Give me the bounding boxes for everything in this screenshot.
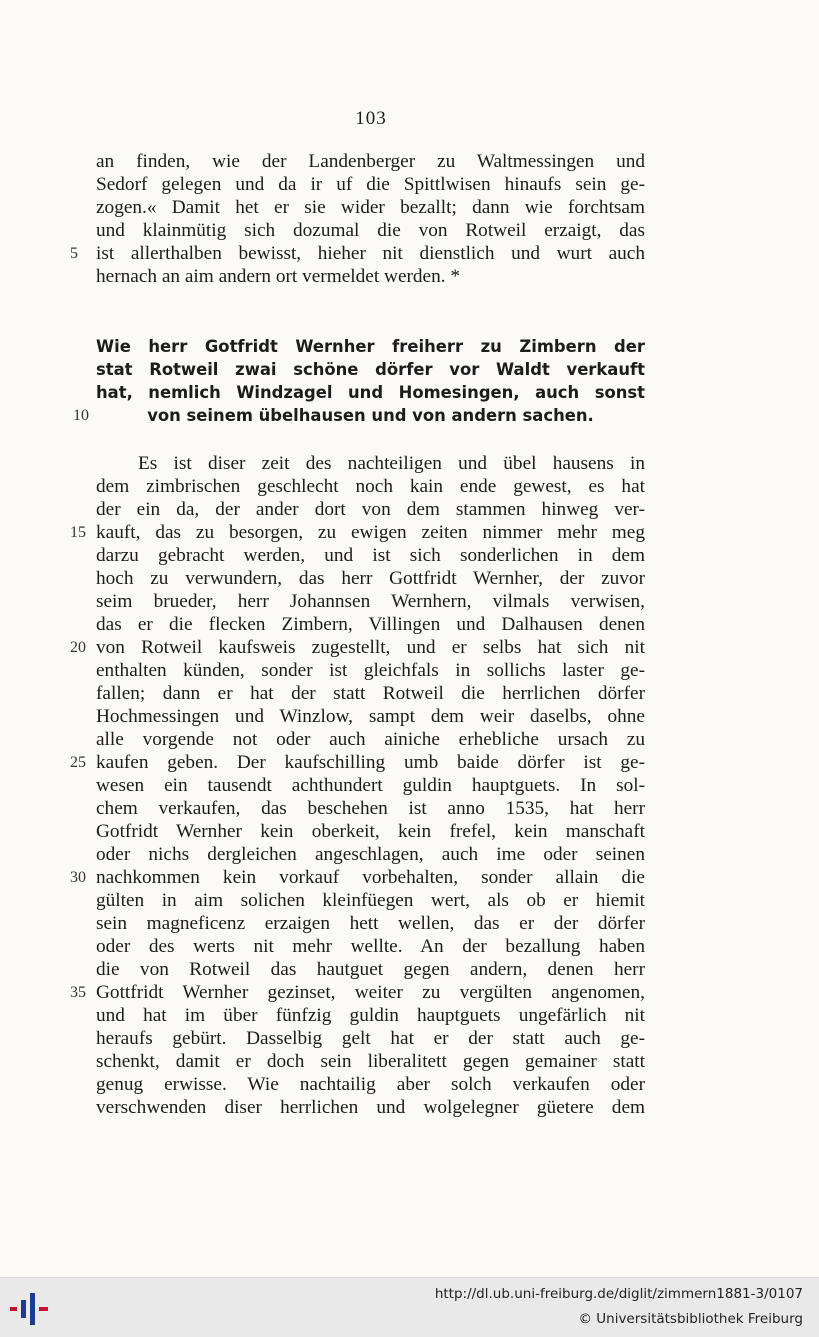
text-line: [96, 358, 645, 381]
text-line: [96, 1096, 645, 1119]
line-text: an finden, wie der Landenberger zu Waltmessingen und: [96, 151, 645, 172]
text-line: [96, 544, 645, 567]
text-line: [96, 335, 645, 358]
line-text: Gottfridt Wernher gezinset, weiter zu vergülten angenomen,: [96, 982, 645, 1003]
text-line: [70, 521, 645, 544]
chapter-heading: [73, 335, 645, 427]
text-line: [70, 242, 645, 265]
line-number: 5: [70, 245, 78, 262]
page-number: 103: [355, 108, 387, 129]
paragraph-2: [70, 452, 645, 1119]
text-line: [96, 498, 645, 521]
line-text: dem zimbrischen geschlecht noch kain ende gewest, es hat: [96, 476, 645, 497]
line-text: schenkt, damit er doch sein liberalitett gegen gemainer statt: [96, 1051, 645, 1072]
line-text: fallen; dann er hat der statt Rotweil die herrlichen dörfer: [96, 683, 645, 704]
text-line: [96, 820, 645, 843]
line-text: stat Rotweil zwai schöne dörfer vor Waldt verkauft: [96, 360, 645, 379]
text-line: [96, 1050, 645, 1073]
ub-freiburg-logo-icon: [8, 1291, 52, 1327]
line-text: Es ist diser zeit des nachteiligen und übel hausens in: [138, 453, 645, 474]
line-text: nachkommen kein vorkauf vorbehalten, sonder allain die: [96, 867, 645, 888]
text-line: [96, 774, 645, 797]
text-line: [96, 219, 645, 242]
text-line: [73, 404, 645, 427]
line-text: Wie herr Gotfridt Wernher freiherr zu Zimbern der: [96, 337, 645, 356]
line-text: oder nichs dergleichen angeschlagen, auch ime oder seinen: [96, 844, 645, 865]
line-text: heraufs gebürt. Dasselbig gelt hat er der statt auch ge-: [96, 1028, 645, 1049]
text-line: [96, 590, 645, 613]
line-text: enthalten künden, sonder ist gleichfals in sollichs laster ge-: [96, 660, 645, 681]
text-line: [96, 475, 645, 498]
line-text: Sedorf gelegen und da ir uf die Spittlwisen hinaufs sein ge-: [96, 174, 645, 195]
line-number: 10: [73, 407, 89, 424]
footer-url[interactable]: http://dl.ub.uni-freiburg.de/diglit/zimmern1881-3/0107: [434, 1286, 803, 1302]
text-line: [96, 173, 645, 196]
line-text: von Rotweil kaufsweis zugestellt, und er selbs hat sich nit: [96, 637, 645, 658]
line-text: der ein da, der ander dort von dem stammen hinweg ver-: [96, 499, 645, 520]
line-text: genug erwisse. Wie nachtailig aber solch verkaufen oder: [96, 1074, 645, 1095]
line-text: und klainmütig sich dozumal die von Rotweil erzaigt, das: [96, 220, 645, 241]
line-text: von seinem übelhausen und von andern sachen.: [147, 406, 594, 425]
text-line: [70, 751, 645, 774]
text-line: [96, 728, 645, 751]
line-text: die von Rotweil das hautguet gegen andern, denen herr: [96, 959, 645, 980]
text-line: [96, 659, 645, 682]
line-text: kaufen geben. Der kaufschilling umb baide dörfer ist ge-: [96, 752, 645, 773]
line-number: 15: [70, 524, 86, 541]
text-line: [96, 265, 645, 288]
text-line: [96, 613, 645, 636]
line-text: hoch zu verwundern, das herr Gottfridt Wernher, der zuvor: [96, 568, 645, 589]
line-text: und hat im über fünfzig guldin hauptguets ungefärlich nit: [96, 1005, 645, 1026]
line-text: gülten in aim solichen kleinfüegen wert, als ob er hiemit: [96, 890, 645, 911]
text-line: [96, 150, 645, 173]
line-number: 35: [70, 984, 86, 1001]
line-text: zogen.« Damit het er sie wider bezallt; dann wie forchtsam: [96, 197, 645, 218]
text-line: [96, 843, 645, 866]
text-line: [96, 912, 645, 935]
text-line: [96, 196, 645, 219]
line-text: oder des werts nit mehr wellte. An der bezallung haben: [96, 936, 645, 957]
text-line: [96, 935, 645, 958]
footer-copyright: © Universitätsbibliothek Freiburg: [578, 1311, 803, 1327]
line-text: darzu gebracht werden, und ist sich sonderlichen in dem: [96, 545, 645, 566]
line-text: verschwenden diser herrlichen und wolgelegner güetere dem: [96, 1097, 645, 1118]
text-line: [96, 452, 645, 475]
line-text: hernach an aim andern ort vermeldet werden. *: [96, 266, 461, 287]
text-line: [96, 682, 645, 705]
line-text: seim brueder, herr Johannsen Wernhern, vilmals verwisen,: [96, 591, 645, 612]
text-line: [70, 981, 645, 1004]
line-text: Gotfridt Wernher kein oberkeit, kein frefel, kein manschaft: [96, 821, 645, 842]
text-line: [96, 567, 645, 590]
text-line: [96, 889, 645, 912]
line-text: hat, nemlich Windzagel und Homesingen, auch sonst: [96, 383, 645, 402]
line-number: 25: [70, 754, 86, 771]
line-text: wesen ein tausendt achthundert guldin hauptguets. In sol-: [96, 775, 645, 796]
text-line: [96, 1027, 645, 1050]
line-text: alle vorgende not oder auch ainiche erhebliche ursach zu: [96, 729, 645, 750]
text-line: [70, 866, 645, 889]
line-text: das er die flecken Zimbern, Villingen und Dalhausen denen: [96, 614, 645, 635]
line-text: Hochmessingen und Winzlow, sampt dem weir daselbs, ohne: [96, 706, 645, 727]
text-line: [96, 1004, 645, 1027]
text-line: [96, 958, 645, 981]
text-line: [96, 381, 645, 404]
line-text: sein magneficenz erzaigen hett wellen, das er der dörfer: [96, 913, 645, 934]
line-number: 30: [70, 869, 86, 886]
line-text: kauft, das zu besorgen, zu ewigen zeiten nimmer mehr meg: [96, 522, 645, 543]
text-line: [70, 636, 645, 659]
text-line: [96, 705, 645, 728]
text-line: [96, 1073, 645, 1096]
text-line: [96, 797, 645, 820]
footer-bar: [0, 1277, 819, 1337]
line-text: chem verkaufen, das beschehen ist anno 1535, hat herr: [96, 798, 645, 819]
line-text: ist allerthalben bewisst, hieher nit dienstlich und wurt auch: [96, 243, 645, 264]
paragraph-1: [70, 150, 645, 288]
line-number: 20: [70, 639, 86, 656]
